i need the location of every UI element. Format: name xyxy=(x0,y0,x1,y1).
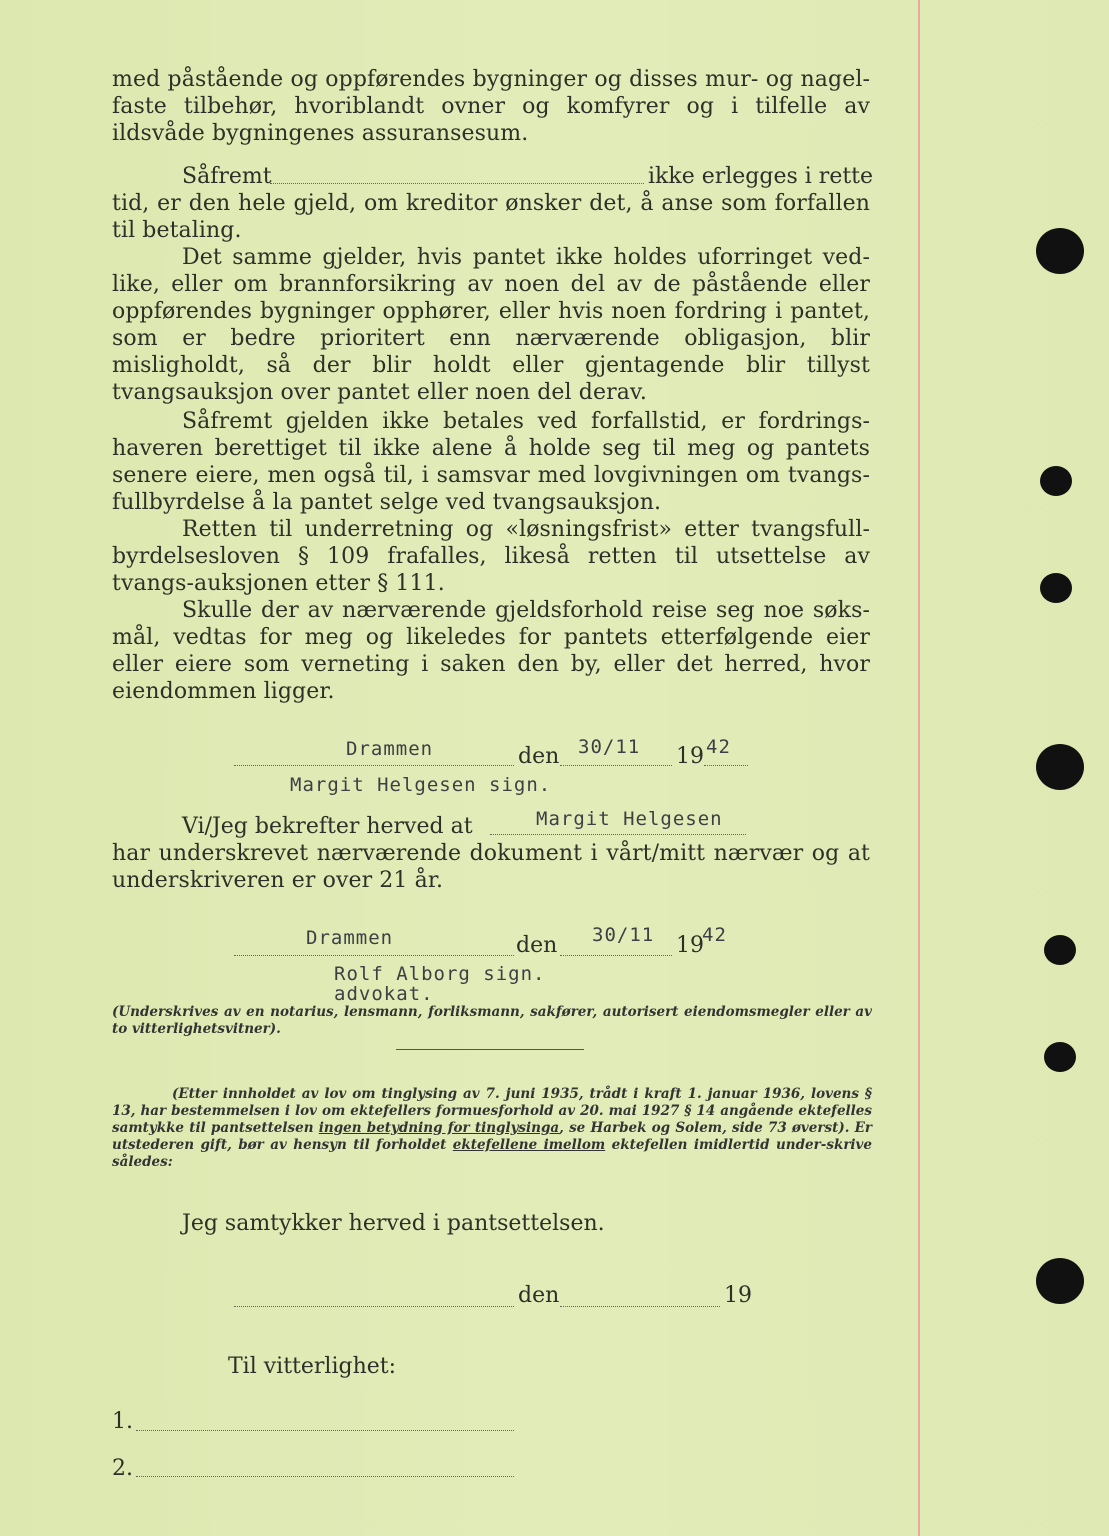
witness-label: Til vitterlighet: xyxy=(228,1354,397,1379)
signature1-date: 30/11 xyxy=(578,736,641,758)
signature2-date: 30/11 xyxy=(592,924,655,946)
paragraph-venue: Skulle der av nærværende gjeldsforhold reise seg noe søks-mål, vedtas for meg og likeledes for pantets etterfølgende eier eller eiere som verneting i saken den by, eller det herred, hvor eiendommen ligger. xyxy=(112,598,870,704)
signature2-signer: Rolf Alborg sign. xyxy=(334,963,546,985)
paragraph-safremt-rest: tid, er den hele gjeld, om kreditor ønsker det, å anse som forfallen til betaling. xyxy=(112,191,870,243)
amount-blank xyxy=(270,183,644,184)
place-blank xyxy=(234,955,514,956)
signature2-year-prefix: 19 xyxy=(676,933,704,958)
witness-line-2-label: 2. xyxy=(112,1456,133,1481)
witness-line-1 xyxy=(136,1430,514,1431)
consent-year-prefix: 19 xyxy=(724,1283,752,1308)
punch-hole xyxy=(1040,466,1072,496)
signature1-signer: Margit Helgesen sign. xyxy=(290,774,552,796)
name-blank xyxy=(490,834,746,835)
signature1-year-suffix: 42 xyxy=(706,736,731,758)
confirmation-lead: Vi/Jeg bekrefter herved at xyxy=(182,814,473,839)
year-blank xyxy=(704,765,748,766)
witness-note: (Underskrives av en notarius, lensmann, forliksmann, sakfører, autorisert eiendomsmegler eller av to vitterlighetsvitner). xyxy=(112,1004,872,1037)
confirmation-rest: har underskrevet nærværende dokument i vårt/mitt nærvær og at underskriveren er over 21 år. xyxy=(112,841,870,893)
consent-place-blank xyxy=(234,1306,514,1307)
paragraph-notice-rights: Retten til underretning og «løsningsfrist» etter tvangsfull-byrdelsesloven § 109 frafalles, likeså retten til utsettelse av tvangs-auksjonen etter § 111. xyxy=(112,517,870,596)
signature2-place: Drammen xyxy=(306,927,394,949)
law-note: (Etter innholdet av lov om tinglysing av 7. juni 1935, trådt i kraft 1. januar 1936, lovens § 13, har bestemmelsen i lov om ektefellers formuesforhold av 20. mai 1927 § 14 angående ektefelles samtykke til pantsettelsen ingen betydning for tinglysinga, se Harbek og Solem, side 73 øverst). Er utstederen gift, bør av hensyn til forholdet ektefellene imellom ektefellen imidlertid under-skrive således: xyxy=(112,1086,873,1170)
punch-hole xyxy=(1040,573,1072,603)
signature1-year-prefix: 19 xyxy=(676,744,704,769)
paragraph-buildings: med påstående og oppførendes bygninger og disses mur- og nagel-faste tilbehør, hvoriblandt ovner og komfyrer og i tilfelle av ildsvåde bygningenes assuransesum. xyxy=(112,67,870,146)
punch-hole xyxy=(1036,228,1084,274)
signature2-year-suffix: 42 xyxy=(702,924,727,946)
confirmation-name: Margit Helgesen xyxy=(536,808,723,830)
divider xyxy=(396,1049,584,1050)
date-blank xyxy=(560,765,672,766)
punch-hole xyxy=(1036,744,1084,790)
law-note-underline-1: ingen betydning for tinglysinga xyxy=(318,1120,560,1136)
date-blank xyxy=(560,955,672,956)
witness-line-2 xyxy=(136,1476,514,1477)
law-note-underline-2: ektefellene imellom xyxy=(452,1137,606,1153)
paragraph-same-applies: Det samme gjelder, hvis pantet ikke holdes uforringet ved-like, eller om brannforsikring av noen del av de påstående eller oppførendes bygninger opphører, eller hvis noen fordring i pantet, som er bedre prioritert enn nærværende obligasjon, blir misligholdt, så der blir holdt eller gjentagende blir tillyst tvangsauksjon over pantet eller noen del derav. xyxy=(112,245,870,405)
signature2-den-label: den xyxy=(516,933,558,958)
margin-line xyxy=(918,0,920,1536)
consent-date-blank xyxy=(560,1306,720,1307)
consent-den-label: den xyxy=(518,1283,560,1308)
punch-hole xyxy=(1044,935,1076,965)
punch-hole xyxy=(1036,1258,1084,1304)
place-blank xyxy=(234,765,514,766)
signature1-den-label: den xyxy=(518,744,560,769)
paragraph-creditor-rights: Såfremt gjelden ikke betales ved forfallstid, er fordrings-haveren berettiget til ikke alene å holde seg til meg og pantets senere eiere, men også til, i samsvar med lovgivningen om tvangs-fullbyrdelse å la pantet selge ved tvangsauksjon. xyxy=(112,409,870,515)
signature1-place: Drammen xyxy=(346,738,434,760)
signature2-title: advokat. xyxy=(334,983,434,1005)
punch-hole xyxy=(1044,1042,1076,1072)
paragraph-safremt-mid: ikke erlegges i rette xyxy=(648,164,874,189)
paragraph-safremt-start: Såfremt xyxy=(182,164,272,189)
witness-line-1-label: 1. xyxy=(112,1409,133,1434)
consent-text: Jeg samtykker herved i pantsettelsen. xyxy=(182,1211,605,1236)
